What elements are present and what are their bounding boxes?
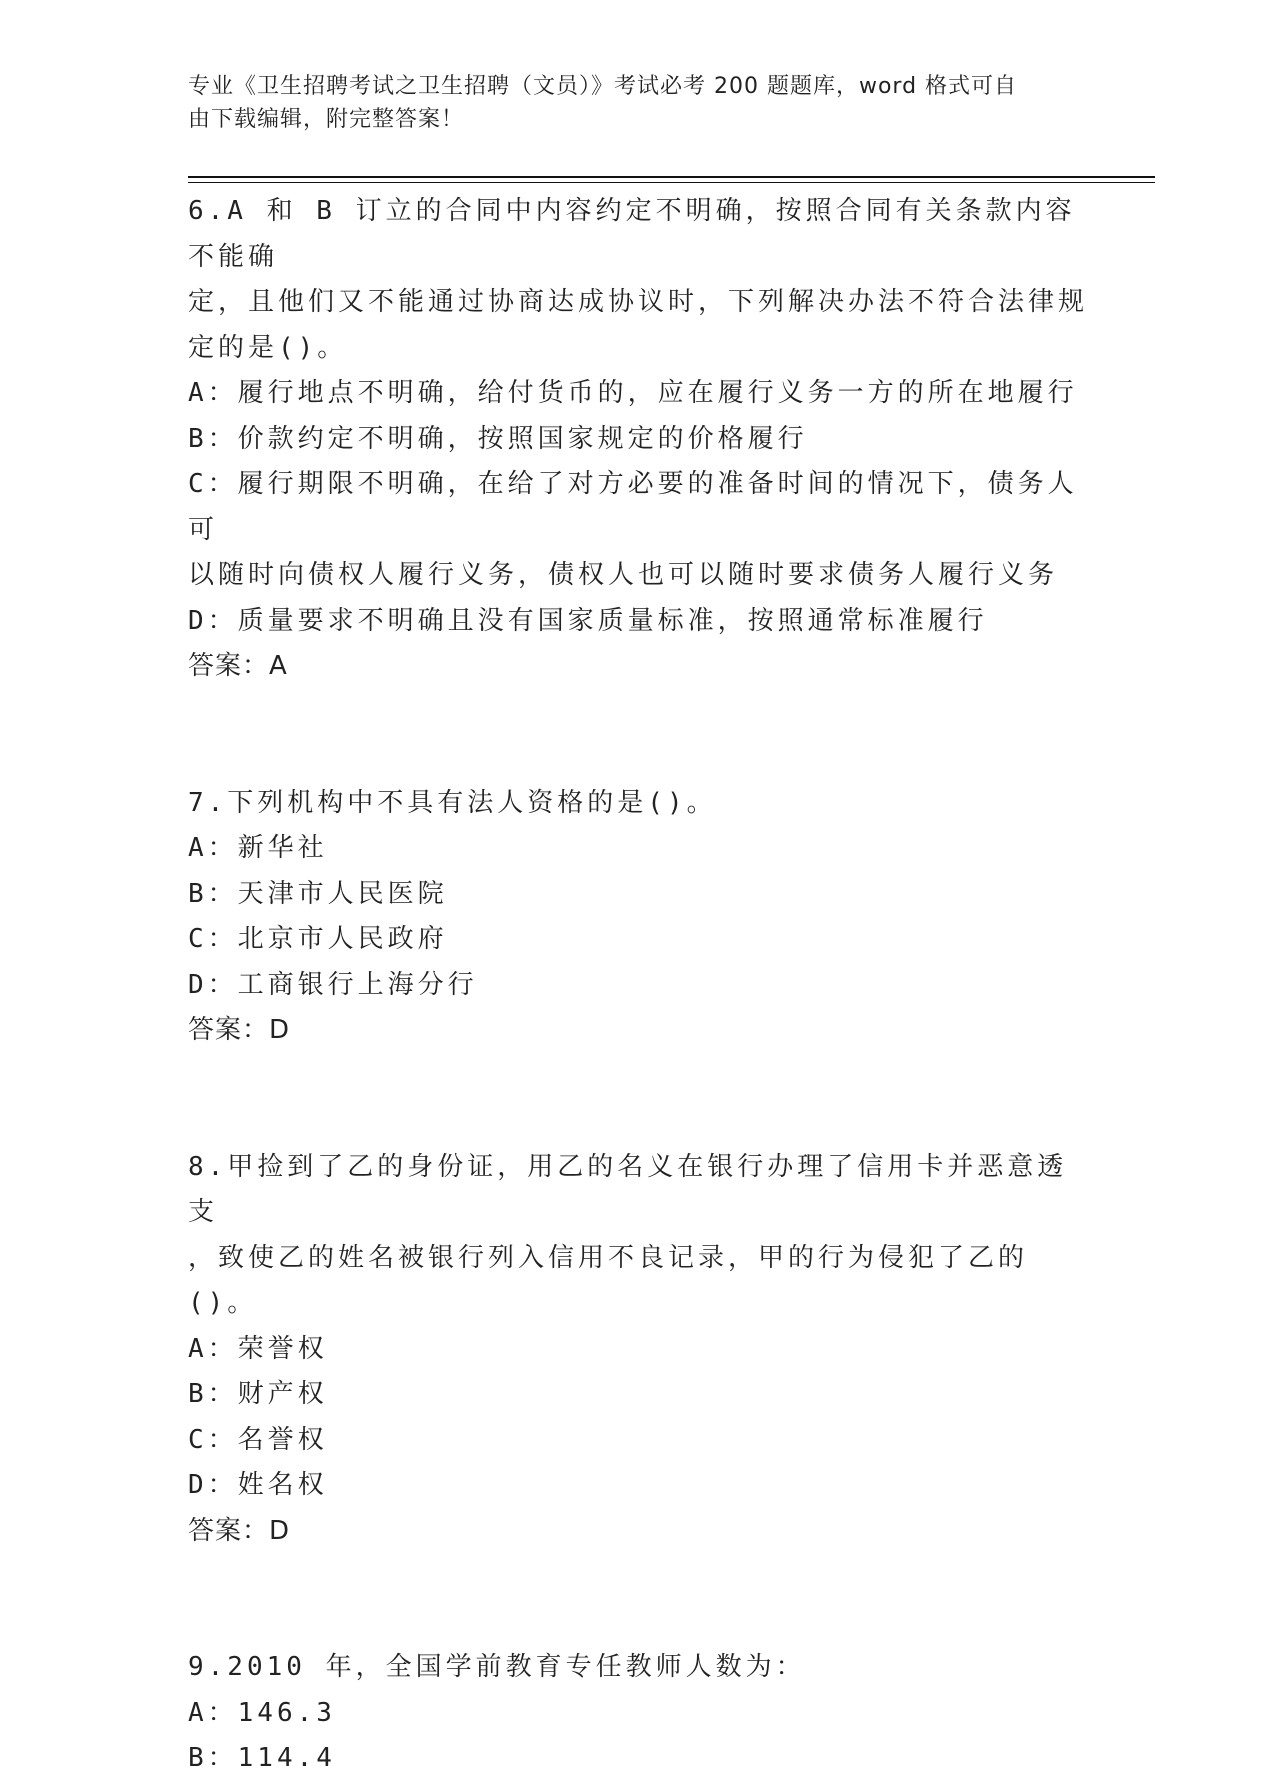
option-c: C：名誉权 [188,1424,328,1455]
option-d: D：质量要求不明确且没有国家质量标准，按照通常标准履行 [188,605,988,636]
option-b: B：价款约定不明确，按照国家规定的价格履行 [188,423,808,454]
answer: 答案：D [188,1515,291,1546]
page-header [188,70,1088,136]
option-c: C：履行期限不明确，在给了对方必要的准备时间的情况下，债务人可 [188,469,1078,545]
spacer [188,690,1088,781]
option-c: C：北京市人民政府 [188,924,448,954]
option-d: D：姓名权 [188,1470,328,1500]
option-d: D：工商银行上海分行 [188,969,478,1000]
question-text-line: 定，且他们又不能通过协商达成协议时，下列解决办法不符合法律规 [188,287,1089,317]
option-a: A：履行地点不明确，给付货币的，应在履行义务一方的所在地履行 [188,378,1078,408]
option-a: A：146.3 [188,1697,336,1728]
question-8 [188,1145,1088,1555]
spacer [188,1054,1088,1145]
answer: 答案：A [188,651,288,681]
spacer [188,1554,1088,1645]
option-b: B：天津市人民医院 [188,878,448,909]
option-a: A：新华社 [188,833,328,863]
answer: 答案：D [188,1015,291,1045]
option-a: A：荣誉权 [188,1333,328,1364]
question-text-line: ，致使乙的姓名被银行列入信用不良记录，甲的行为侵犯了乙的()。 [188,1242,1029,1318]
header-line-1: 专业《卫生招聘考试之卫生招聘（文员）》考试必考 200 题题库，word 格式可自 [188,74,1018,99]
question-9 [188,1645,1088,1782]
option-b: B：114.4 [188,1743,336,1773]
question-6 [188,189,1088,690]
header-line-2: 由下载编辑，附完整答案！ [188,107,465,132]
header-divider-thick [188,176,1155,178]
question-text-line: 7.下列机构中不具有法人资格的是()。 [188,787,717,818]
question-7 [188,781,1088,1054]
option-b: B：财产权 [188,1379,328,1409]
question-text-line: 9.2010 年，全国学前教育专任教师人数为： [188,1652,806,1682]
option-c-continued: 以随时向债权人履行义务，债权人也可以随时要求债务人履行义务 [188,560,1059,590]
question-text-line: 6.A 和 B 订立的合同中内容约定不明确，按照合同有关条款内容不能确 [188,196,1076,272]
question-text-line: 定的是()。 [188,332,348,363]
header-divider-thin [188,182,1155,183]
question-text-line: 8.甲捡到了乙的身份证，用乙的名义在银行办理了信用卡并恶意透支 [188,1151,1068,1227]
question-list [188,189,1088,1782]
